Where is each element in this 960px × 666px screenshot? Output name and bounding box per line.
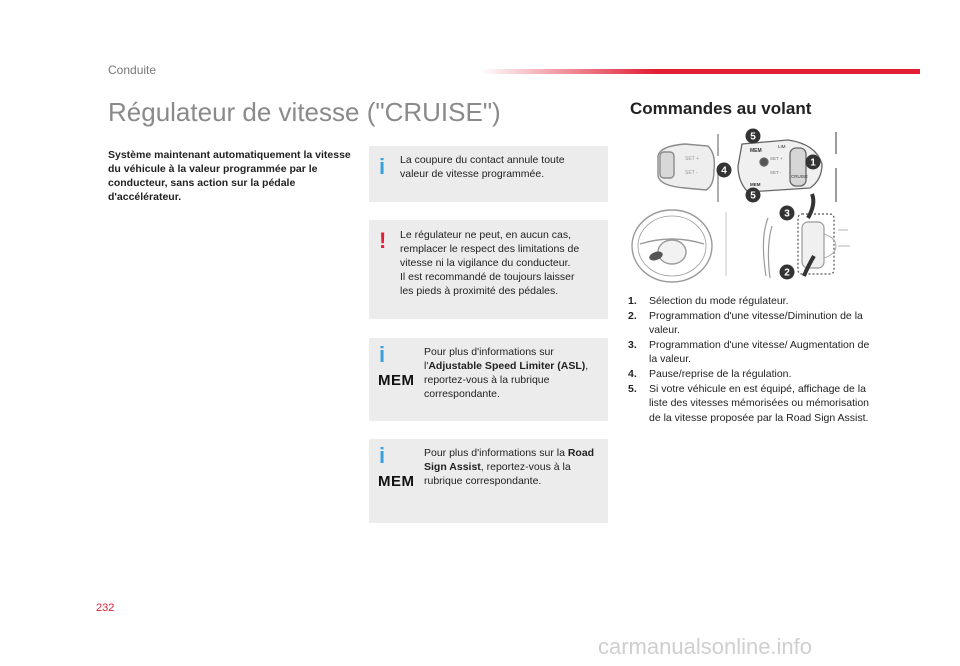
list-item: 2. Programmation d'une vitesse/Diminution de la valeur. — [628, 309, 863, 337]
info-icon: i — [379, 443, 386, 468]
page-title: Régulateur de vitesse ("CRUISE") — [108, 97, 501, 127]
svg-text:5: 5 — [750, 131, 756, 143]
callout-1 — [806, 155, 821, 170]
set-minus-label: SET - — [685, 170, 698, 176]
set-plus-label-side: SET + — [770, 156, 783, 161]
warning-note-limits — [369, 220, 608, 319]
callout-5-top — [746, 129, 761, 144]
info-note-ignition — [369, 146, 608, 202]
intro-paragraph: Système maintenant automatiquement la vitesse du véhicule à la valeur programmée par le conducteur, sans action sur la pédale d'accélérateur. — [108, 149, 351, 203]
list-item: 4. Pause/reprise de la régulation. — [628, 367, 792, 380]
lim-label: LIM — [778, 144, 786, 149]
list-item: 3. Programmation d'une vitesse/ Augmentation de la valeur. — [628, 338, 870, 366]
svg-text:2: 2 — [784, 267, 790, 279]
svg-text:5: 5 — [750, 190, 756, 202]
note-text: La coupure du contact annule toute valeur de vitesse programmée. — [400, 154, 565, 180]
list-item: 1. Sélection du mode régulateur. — [628, 295, 789, 307]
header-rule — [480, 69, 920, 74]
controls-title: Commandes au volant — [630, 99, 812, 118]
info-icon: i — [379, 342, 386, 367]
stalk-rear-view — [658, 134, 718, 202]
callout-5-bottom — [746, 188, 761, 203]
watermark: carmanualsonline.info — [598, 634, 813, 659]
callout-4 — [717, 163, 732, 178]
steering-wheel — [632, 210, 712, 282]
mem-label: MEM — [750, 148, 762, 154]
arrow-up — [808, 194, 813, 218]
svg-text:1: 1 — [810, 157, 816, 169]
mem-icon: MEM — [378, 473, 415, 490]
set-plus-label: SET + — [685, 156, 699, 162]
page-number: 232 — [96, 602, 115, 614]
info-note-road-sign-assist — [369, 439, 608, 523]
set-minus-label-side: SET - — [770, 170, 782, 175]
mem-label-lower: MEM — [750, 182, 761, 187]
callout-2 — [780, 265, 795, 280]
section-label: Conduite — [108, 63, 157, 77]
callout-3 — [780, 206, 795, 221]
svg-text:4: 4 — [721, 165, 727, 177]
steering-controls-illustration — [630, 126, 860, 286]
controls-list — [628, 294, 878, 425]
cruise-label: CRUISE — [791, 174, 809, 179]
warning-icon: ! — [379, 228, 387, 253]
note-text: Pour plus d'informations sur la Road Sign Assist, reportez-vous à la rubrique correspondante. — [424, 447, 595, 487]
list-item: 5. Si votre véhicule en est équipé, affichage de la liste des vitesses mémorisées ou mémorisation de la vitesse proposée par la Road Sign Assist. — [628, 382, 869, 424]
svg-text:3: 3 — [784, 208, 790, 220]
mem-icon: MEM — [378, 372, 415, 389]
note-text: Le régulateur ne peut, en aucun cas, remplacer le respect des limitations de vitesse ni la vigilance du conducteur. Il est recommandé de toujours laisser les pieds à proximité des pédales. — [400, 229, 580, 297]
note-text: Pour plus d'informations sur l'Adjustable Speed Limiter (ASL), reportez-vous à la rubrique correspondante. — [424, 346, 589, 400]
info-icon: i — [379, 154, 386, 179]
info-note-asl — [369, 338, 608, 421]
